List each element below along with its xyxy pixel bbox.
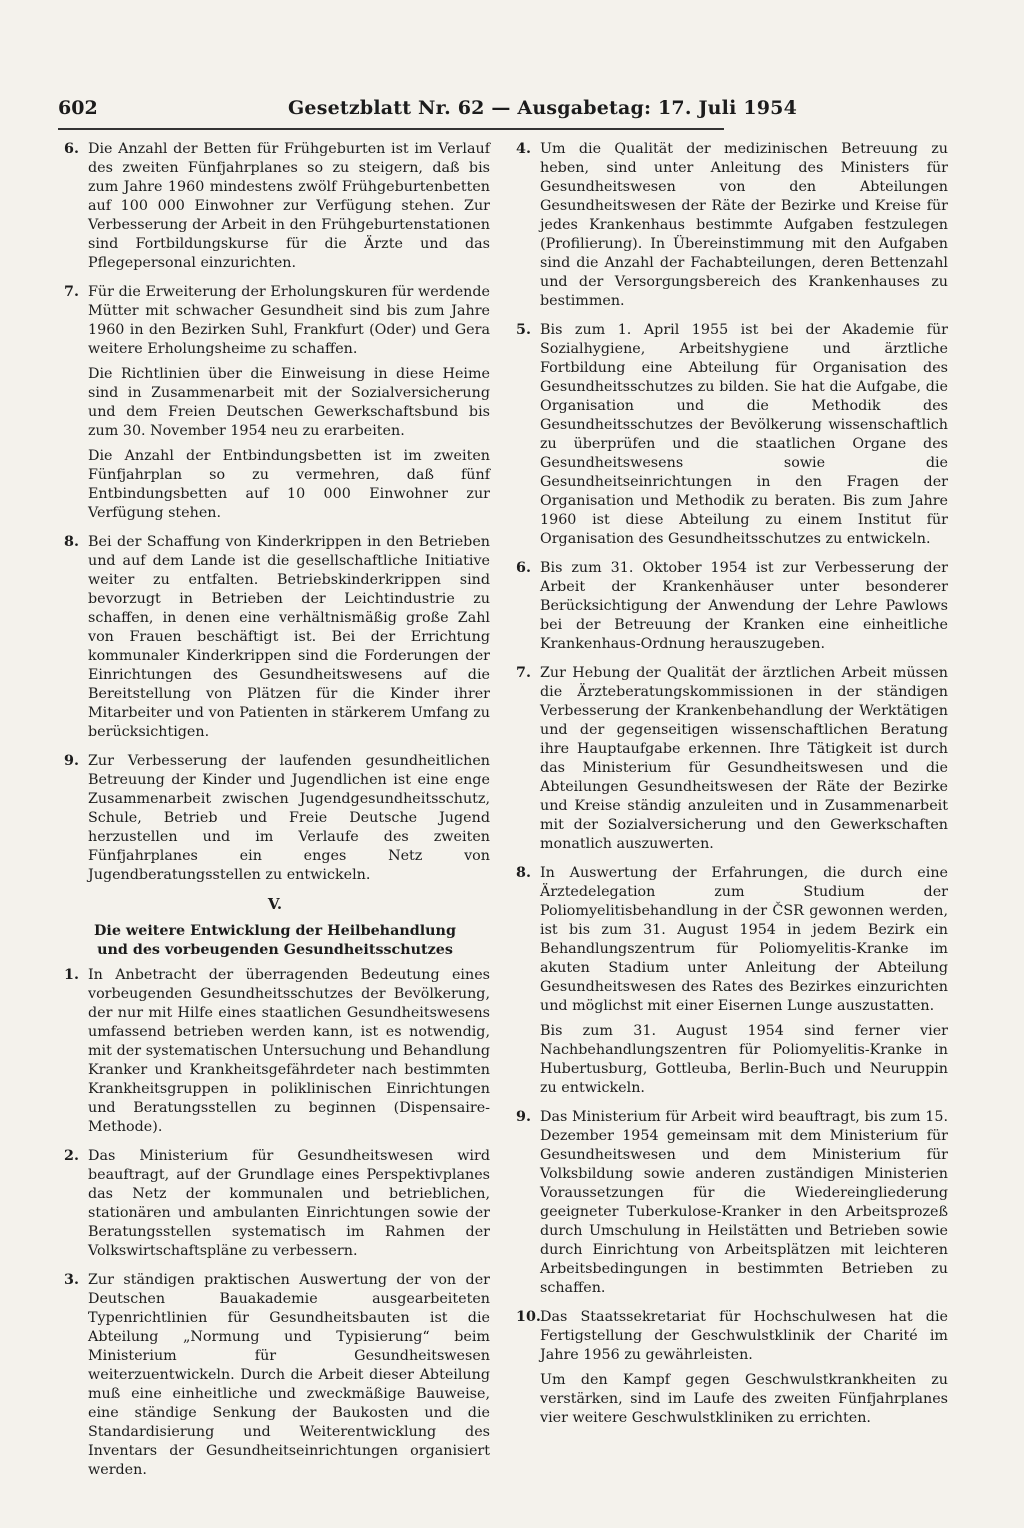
item-number: 10. xyxy=(516,1309,541,1325)
header-rule xyxy=(58,128,724,130)
list-item xyxy=(512,321,948,549)
item-number: 8. xyxy=(64,534,79,550)
section-title xyxy=(60,922,490,960)
section-items-list xyxy=(60,966,490,1480)
section-title-line2: und des vorbeugenden Gesundheitsschutzes xyxy=(97,942,453,958)
list-item xyxy=(60,1147,490,1261)
left-items-list xyxy=(60,140,490,885)
paragraph: Die Anzahl der Betten für Frühgeburten ist im Verlauf des zweiten Fünfjahrplanes so zu steigern, daß bis zum Jahre 1960 mindestens zwölf Frühgeburtenbetten auf 100 000 Einwohner zur Verfügung stehen. Zur Verbesserung der Arbeit in den Frühgeburtenstationen sind Fortbildungskurse für die Ärzte und das Pflegepersonal einzurichten. xyxy=(88,141,490,271)
list-item xyxy=(512,1308,948,1428)
item-number: 8. xyxy=(516,865,531,881)
section-title-line1: Die weitere Entwicklung der Heilbehandlung xyxy=(94,923,456,939)
paragraph: Für die Erweiterung der Erholungskuren für werdende Mütter mit schwacher Gesundheit sind bis zum Jahre 1960 in den Bezirken Suhl, Frankfurt (Oder) und Gera weitere Erholungsheime zu schaffen. xyxy=(88,284,490,357)
list-item xyxy=(60,1271,490,1480)
paragraph: Bis zum 31. Oktober 1954 ist zur Verbesserung der Arbeit der Krankenhäuser unter besonderer Berücksichtigung der Anwendung der Lehre Pawlows bei der Betreuung der Kranken eine einheitliche Krankenhaus-Ordnung herauszugeben. xyxy=(540,560,948,652)
list-item xyxy=(512,559,948,654)
item-number: 5. xyxy=(516,322,531,338)
item-number: 1. xyxy=(64,967,79,983)
list-item xyxy=(60,283,490,523)
page-header xyxy=(58,97,798,127)
paragraph: Um den Kampf gegen Geschwulstkrankheiten zu verstärken, sind im Laufe des zweiten Fünfjahrplanes vier weitere Geschwulstkliniken zu errichten. xyxy=(540,1372,948,1426)
right-items-list xyxy=(512,140,948,1428)
item-number: 4. xyxy=(516,141,531,157)
paragraph: Die Richtlinien über die Einweisung in diese Heime sind in Zusammenarbeit mit der Sozialversicherung und dem Freien Deutschen Gewerkschaftsbund bis zum 30. November 1954 neu zu erarbeiten. xyxy=(88,366,490,439)
paragraph: Bis zum 31. August 1954 sind ferner vier Nachbehandlungszentren für Poliomyelitis-Kranke in Hubertusburg, Gottleuba, Berlin-Buch und Neuruppin zu entwickeln. xyxy=(540,1023,948,1096)
list-item xyxy=(60,752,490,885)
item-number: 6. xyxy=(516,560,531,576)
paragraph: In Anbetracht der überragenden Bedeutung eines vorbeugenden Gesundheitsschutzes der Bevölkerung, der nur mit Hilfe eines staatlichen Gesundheitswesens umfassend betrieben werden kann, ist es notwendig, mit der systematischen Untersuchung und Behandlung Kranker und Krankheitsgefährdeter nach bestimmten Krankheitsgruppen in poliklinischen Einrichtungen und Beratungsstellen zu beginnen (Dispensaire-Methode). xyxy=(88,967,490,1135)
left-column xyxy=(60,140,490,1490)
paragraph: Das Ministerium für Arbeit wird beauftragt, bis zum 15. Dezember 1954 gemeinsam mit dem Ministerium für Gesundheitswesen und dem Ministerium für Volksbildung sowie anderen zuständigen Ministerien Voraussetzungen für die Wiedereingliederung geeigneter Tuberkulose-Kranker in den Arbeitsprozeß durch Umschulung in Heilstätten und Betrieben sowie durch Einrichtung von Arbeitsplätzen mit leichteren Arbeitsbedingungen in bestimmten Betrieben zu schaffen. xyxy=(540,1109,948,1296)
item-number: 9. xyxy=(64,753,79,769)
paragraph: Zur Hebung der Qualität der ärztlichen Arbeit müssen die Ärzteberatungskommissionen in der ständigen Verbesserung der Krankenbehandlung der Werktätigen und der gegenseitigen wissenschaftlichen Beratung ihre Hauptaufgabe erkennen. Ihre Tätigkeit ist durch das Ministerium für Gesundheitswesen und die Abteilungen Gesundheitswesen der Räte der Bezirke und Kreise ständig anzuleiten und in Zusammenarbeit mit der Sozialversicherung und den Gewerkschaften monatlich auszuwerten. xyxy=(540,665,948,852)
item-number: 2. xyxy=(64,1148,79,1164)
list-item xyxy=(60,140,490,273)
list-item xyxy=(512,864,948,1098)
paragraph: Die Anzahl der Entbindungsbetten ist im zweiten Fünfjahrplan so zu vermehren, daß fünf Entbindungsbetten auf 10 000 Einwohner zur Verfügung stehen. xyxy=(88,448,490,521)
list-item xyxy=(60,966,490,1137)
paragraph: Zur Verbesserung der laufenden gesundheitlichen Betreuung der Kinder und Jugendlichen ist eine enge Zusammenarbeit zwischen Jugendgesundheitsschutz, Schule, Betrieb und Freie Deutsche Jugend herzustellen und im Verlaufe des zweiten Fünfjahrplanes ein enges Netz von Jugendberatungsstellen zu entwickeln. xyxy=(88,753,490,883)
paragraph: Um die Qualität der medizinischen Betreuung zu heben, sind unter Anleitung des Ministers für Gesundheitswesen von den Abteilungen Gesundheitswesen der Räte der Bezirke und Kreise für jedes Krankenhaus bestimmte Aufgaben festzulegen (Profilierung). In Übereinstimmung mit den Aufgaben sind die Anzahl der Fachabteilungen, deren Bettenzahl und der Versorgungsbereich des Krankenhauses zu bestimmen. xyxy=(540,141,948,309)
paragraph: Zur ständigen praktischen Auswertung der von der Deutschen Bauakademie ausgearbeiteten Typenrichtlinien für Gesundheitsbauten ist die Abteilung „Normung und Typisierung“ beim Ministerium für Gesundheitswesen weiterzuentwickeln. Durch die Arbeit dieser Abteilung muß eine einheitliche und zweckmäßige Bauweise, eine ständige Senkung der Baukosten und die Standardisierung und Weiterentwicklung des Inventars der Gesundheitseinrichtungen organisiert werden. xyxy=(88,1272,490,1478)
item-number: 9. xyxy=(516,1109,531,1125)
paragraph: Bis zum 1. April 1955 ist bei der Akademie für Sozialhygiene, Arbeitshygiene und ärztliche Fortbildung eine Abteilung für Organisation des Gesundheitsschutzes zu bilden. Sie hat die Aufgabe, die Organisation und die Methodik des Gesundheitsschutzes der Bevölkerung wissenschaftlich zu überprüfen und die staatlichen Organe des Gesundheitswesens sowie die Gesundheitseinrichtungen in den Fragen der Organisation und Methodik zu beraten. Bis zum Jahre 1960 ist diese Abteilung zu einem Institut für Organisation des Gesundheitsschutzes zu entwickeln. xyxy=(540,322,948,547)
item-number: 7. xyxy=(516,665,531,681)
paragraph: In Auswertung der Erfahrungen, die durch eine Ärztedelegation zum Studium der Poliomyelitisbehandlung in der ČSR gewonnen werden, ist bis zum 31. August 1954 in jedem Bezirk ein Behandlungszentrum für Poliomyelitis-Kranke im akuten Stadium unter Anleitung der Abteilung Gesundheitswesen des Rates des Bezirkes einzurichten und möglichst mit einer Eisernen Lunge auszustatten. xyxy=(540,865,948,1014)
list-item xyxy=(60,533,490,742)
paragraph: Das Staatssekretariat für Hochschulwesen hat die Fertigstellung der Geschwulstklinik der Charité im Jahre 1956 zu gewährleisten. xyxy=(540,1309,948,1363)
paragraph: Das Ministerium für Gesundheitswesen wird beauftragt, auf der Grundlage eines Perspektivplanes das Netz der kommunalen und betrieblichen, stationären und ambulanten Einrichtungen sowie der Beratungsstellen systematisch im Rahmen der Volkswirtschaftspläne zu verbessern. xyxy=(88,1148,490,1259)
right-column xyxy=(512,140,948,1438)
item-number: 6. xyxy=(64,141,79,157)
list-item xyxy=(512,664,948,854)
paragraph: Bei der Schaffung von Kinderkrippen in den Betrieben und auf dem Lande ist die gesellschaftliche Initiative weiter zu entfalten. Betriebskinderkrippen sind bevorzugt in Betrieben der Leichtindustrie zu schaffen, in denen eine verhältnismäßig große Zahl von Frauen beschäftigt ist. Bei der Errichtung kommunaler Kinderkrippen sind die Forderungen der Einrichtungen des Gesundheitswesens auf die Bereitstellung von Plätzen für die Kinder ihrer Mitarbeiter und von Patienten in stärkerem Umfang zu berücksichtigen. xyxy=(88,534,490,740)
item-number: 7. xyxy=(64,284,79,300)
section-mark: V. xyxy=(267,895,283,913)
list-item xyxy=(512,1108,948,1298)
list-item xyxy=(512,140,948,311)
header-title: Gesetzblatt Nr. 62 — Ausgabetag: 17. Juli 1954 xyxy=(288,97,798,119)
item-number: 3. xyxy=(64,1272,79,1288)
page-number: 602 xyxy=(58,97,98,119)
